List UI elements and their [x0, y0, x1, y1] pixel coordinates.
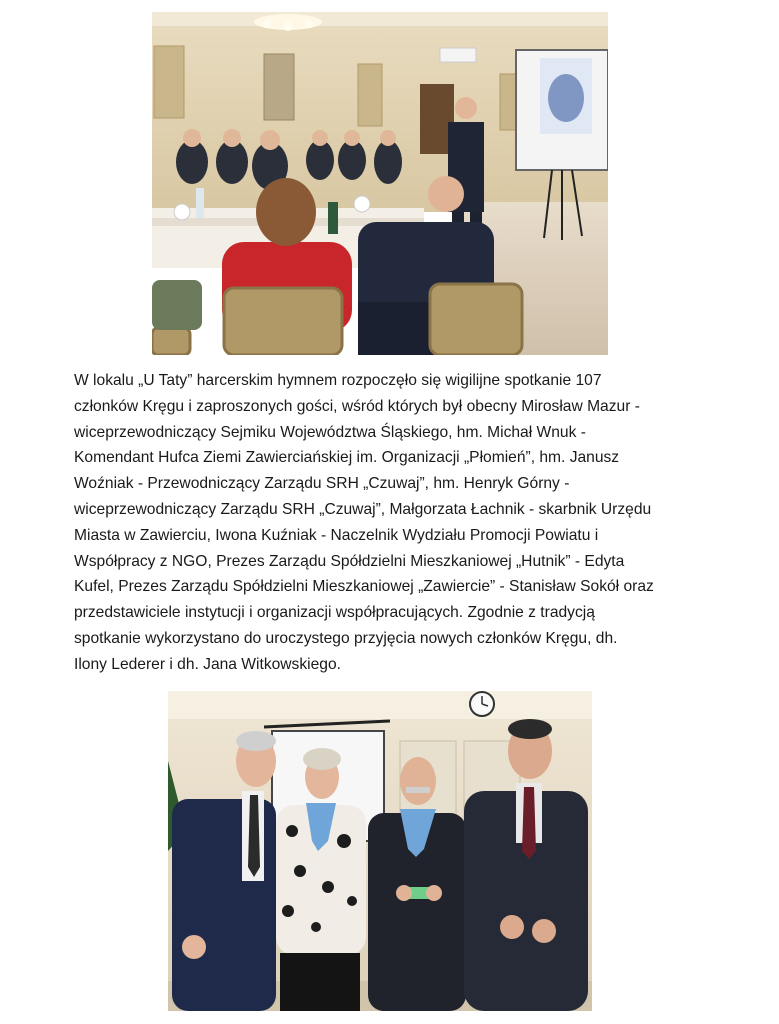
article-line: W lokalu „U Taty” harcerskim hymnem rozpoczęło się wigilijne spotkanie 107 — [74, 372, 602, 389]
article-line: Miasta w Zawierciu, Iwona Kuźniak - Naczelnik Wydziału Promocji Powiatu i — [74, 526, 599, 544]
article-line: Ilony Lederer i dh. Jana Witkowskiego. — [74, 655, 341, 673]
article-line: spotkanie wykorzystano do uroczystego przyjęcia nowych członków Kręgu, dh. — [74, 629, 618, 647]
article-line: Komendant Hufca Ziemi Zawierciańskiej im. Organizacji „Płomień”, hm. Janusz — [74, 449, 620, 467]
photo-meeting-hall — [152, 12, 608, 355]
article-line: wiceprzewodniczący Zarządu SRH „Czuwaj”, Małgorzata Łachnik - skarbnik Urzędu — [74, 500, 652, 518]
article-line: członków Kręgu i zaproszonych gości, wśród których był obecny Mirosław Mazur - — [74, 397, 640, 415]
article-line: Kufel, Prezes Zarządu Spółdzielni Mieszkaniowej „Zawiercie” - Stanisław Sokół oraz — [74, 578, 654, 596]
photo-icon — [168, 691, 592, 1011]
article-body — [74, 368, 714, 678]
article-line: wiceprzewodniczący Sejmiku Województwa Śląskiego, hm. Michał Wnuk - — [74, 423, 586, 441]
photo-group-portrait — [168, 691, 592, 1011]
article-line: Woźniak - Przewodniczący Zarządu SRH „Czuwaj”, hm. Henryk Górny - — [74, 475, 570, 493]
article-line: przedstawiciele instytucji i organizacji współpracujących. Zgodnie z tradycją — [74, 604, 595, 622]
photo-icon — [152, 12, 608, 355]
article-line: Współpracy z NGO, Prezes Zarządu Spółdzielni Mieszkaniowej „Hutnik” - Edyta — [74, 552, 625, 570]
